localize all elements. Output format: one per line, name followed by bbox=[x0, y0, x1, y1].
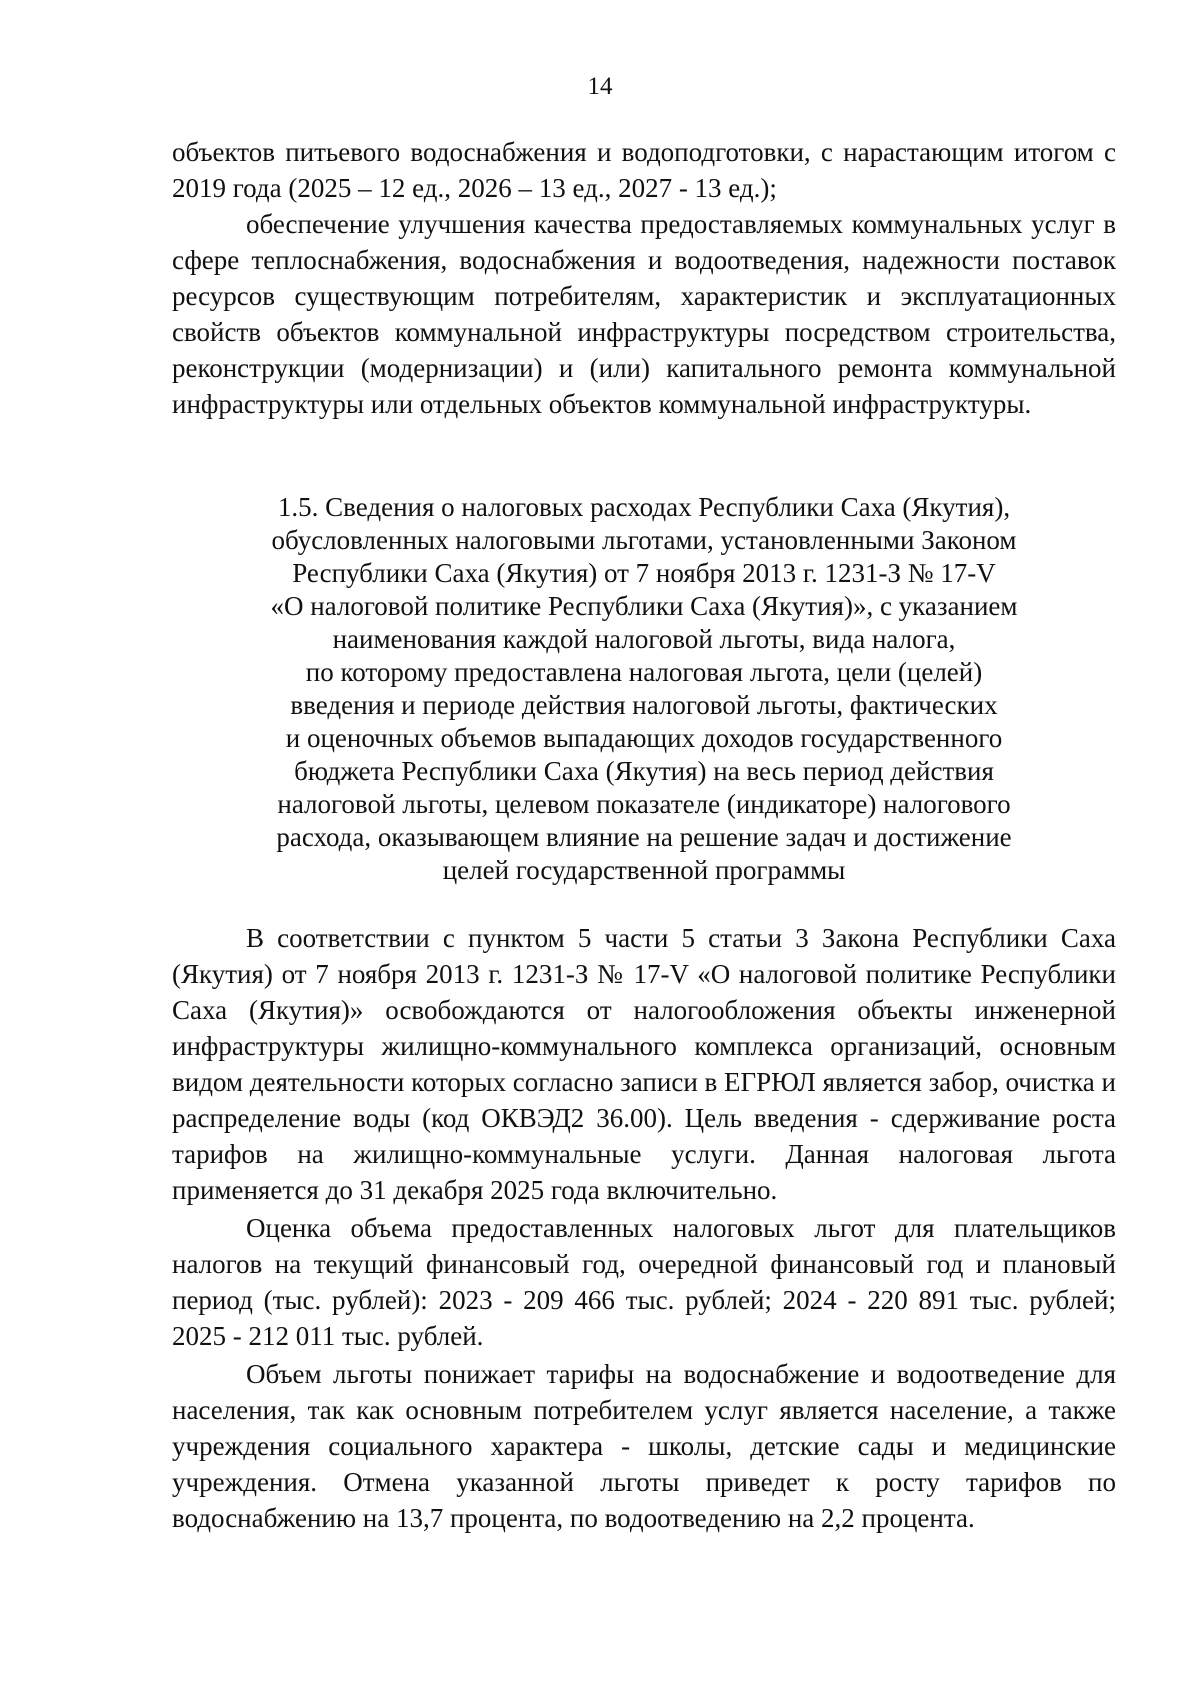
heading-line: расхода, оказывающем влияние на решение задач и достижение bbox=[276, 822, 1012, 852]
estimate-paragraph: Оценка объема предоставленных налоговых льгот для плательщиков налогов на текущий финансовый год, очередной финансовый год и плановый период (тыс. рублей): 2023 - 209 466 тыс. рублей; 2024 - 220 891 тыс. рублей; 2025 - 212 011 тыс. рублей. bbox=[172, 1213, 1116, 1351]
section-heading bbox=[220, 491, 1068, 887]
heading-line: Республики Саха (Якутия) от 7 ноября 2013 г. 1231-З № 17-V bbox=[292, 558, 996, 588]
heading-line: наименования каждой налоговой льготы, вида налога, bbox=[332, 624, 956, 654]
heading-line: 1.5. Сведения о налоговых расходах Республики Саха (Якутия), bbox=[277, 492, 1011, 522]
heading-line: введения и периоде действия налоговой льготы, фактических bbox=[290, 690, 998, 720]
heading-line: и оценочных объемов выпадающих доходов государственного bbox=[285, 723, 1003, 753]
tariff-paragraph: Объем льготы понижает тарифы на водоснабжение и водоотведение для населения, так как основным потребителем услуг является население, а также учреждения социального характера - школы, детские сады и медицинские учреждения. Отмена указанной льготы приведет к росту тарифов по водоснабжению на 13,7 процента, по водоотведению на 2,2 процента. bbox=[172, 1359, 1116, 1533]
top-text-block bbox=[172, 134, 1116, 422]
heading-line: целей государственной программы bbox=[442, 855, 846, 885]
bottom-text-block bbox=[172, 920, 1116, 1536]
heading-line: обусловленных налоговыми льготами, установленными Законом bbox=[271, 525, 1017, 555]
law-paragraph: В соответствии с пунктом 5 части 5 статьи 3 Закона Республики Саха (Якутия) от 7 ноября 2013 г. 1231-З № 17-V «О налоговой политике Республики Саха (Якутия)» освобождаются от налогообложения объекты инженерной инфраструктуры жилищно-коммунального комплекса организаций, основным видом деятельности которых согласно записи в ЕГРЮЛ является забор, очистка и распределение воды (код ОКВЭД2 36.00). Цель введения - сдерживание роста тарифов на жилищно-коммунальные услуги. Данная налоговая льгота применяется до 31 декабря 2025 года включительно. bbox=[172, 923, 1116, 1205]
continuation-paragraph: объектов питьевого водоснабжения и водоподготовки, с нарастающим итогом с 2019 года (2025 – 12 ед., 2026 – 13 ед., 2027 - 13 ед.); bbox=[172, 137, 1116, 203]
page-number: 14 bbox=[587, 73, 613, 100]
heading-line: налоговой льготы, целевом показателе (индикаторе) налогового bbox=[277, 789, 1011, 819]
heading-line: по которому предоставлена налоговая льгота, цели (целей) bbox=[305, 657, 983, 687]
heading-line: «О налоговой политике Республики Саха (Якутия)», с указанием bbox=[270, 591, 1018, 621]
quality-paragraph: обеспечение улучшения качества предоставляемых коммунальных услуг в сфере теплоснабжения, водоснабжения и водоотведения, надежности поставок ресурсов существующим потребителям, характеристик и эксплуатационных свойств объектов коммунальной инфраструктуры посредством строительства, реконструкции (модернизации) и (или) капитального ремонта коммунальной инфраструктуры или отдельных объектов коммунальной инфраструктуры. bbox=[172, 209, 1116, 419]
heading-line: бюджета Республики Саха (Якутия) на весь период действия bbox=[294, 756, 994, 786]
